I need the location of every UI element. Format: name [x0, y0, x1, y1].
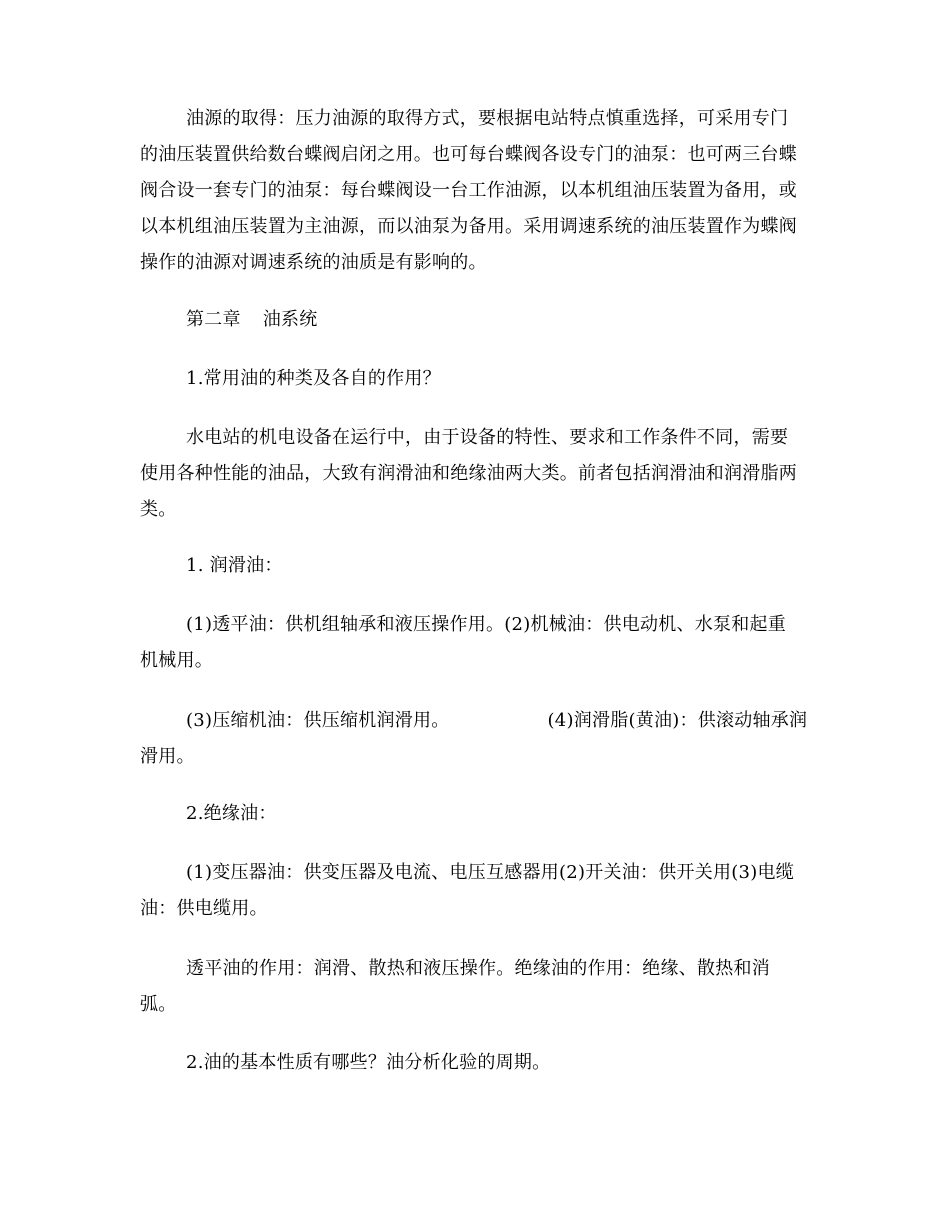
text-line: 操作的油源对调速系统的油质是有影响的。 [140, 252, 487, 273]
paragraph-oil-roles [140, 951, 812, 1023]
lube-items-2 [140, 703, 812, 775]
text-line: 以本机组油压装置为主油源，而以油泵为备用。采用调速系统的油压装置作为蝶阀 [140, 216, 797, 237]
section-insulating-oil [140, 796, 812, 832]
text-line: 弧。 [140, 994, 177, 1015]
chapter-title: 油系统 [262, 309, 318, 330]
paragraph-intro [140, 420, 812, 528]
text-line: 水电站的机电设备在运行中，由于设备的特性、要求和工作条件不同，需要 [186, 427, 789, 448]
text-line: 2.油的基本性质有哪些？油分析化验的周期。 [186, 1052, 551, 1073]
text-line: 阀合设一套专门的油泵：每台蝶阀设一台工作油源，以本机组油压装置为备用，或 [140, 180, 797, 201]
text-line: 的油压装置供给数台蝶阀启闭之用。也可每台蝶阀各设专门的油泵：也可两三台蝶 [140, 144, 797, 165]
text-line: 2.绝缘油： [186, 803, 277, 824]
text-line: 使用各种性能的油品，大致有润滑油和绝缘油两大类。前者包括润滑油和润滑脂两 [140, 463, 797, 484]
lube-items-1 [140, 607, 812, 679]
insulating-items [140, 855, 812, 927]
text-line: 油源的取得：压力油源的取得方式，要根据电站特点慎重选择，可采用专门 [186, 108, 789, 129]
text-line: 1. 润滑油： [186, 555, 283, 576]
text-line: 滑用。 [140, 746, 195, 767]
text-line: 1.常用油的种类及各自的作用？ [186, 368, 441, 389]
text-line: (1)变压器油：供变压器及电流、电压互感器用(2)开关油：供开关用(3)电缆 [186, 862, 794, 883]
chapter-heading [140, 302, 812, 338]
text-line: 透平油的作用：润滑、散热和液压操作。绝缘油的作用：绝缘、散热和消 [186, 958, 770, 979]
text-line: 机械用。 [140, 650, 213, 671]
paragraph-oil-source [140, 101, 812, 281]
text-line: 油：供电缆用。 [140, 898, 268, 919]
chapter-number: 第二章 [186, 309, 241, 330]
text-line: (1)透平油：供机组轴承和液压操作用。(2)机械油：供电动机、水泵和起重 [186, 614, 786, 635]
question-1-heading [140, 361, 812, 397]
text-line: 类。 [140, 499, 177, 520]
question-2-heading [140, 1045, 812, 1081]
text-segment: (3)压缩机油：供压缩机润滑用。 [186, 710, 450, 731]
text-segment: (4)润滑脂(黄油)：供滚动轴承润 [547, 710, 808, 731]
section-lubricating-oil [140, 548, 812, 584]
